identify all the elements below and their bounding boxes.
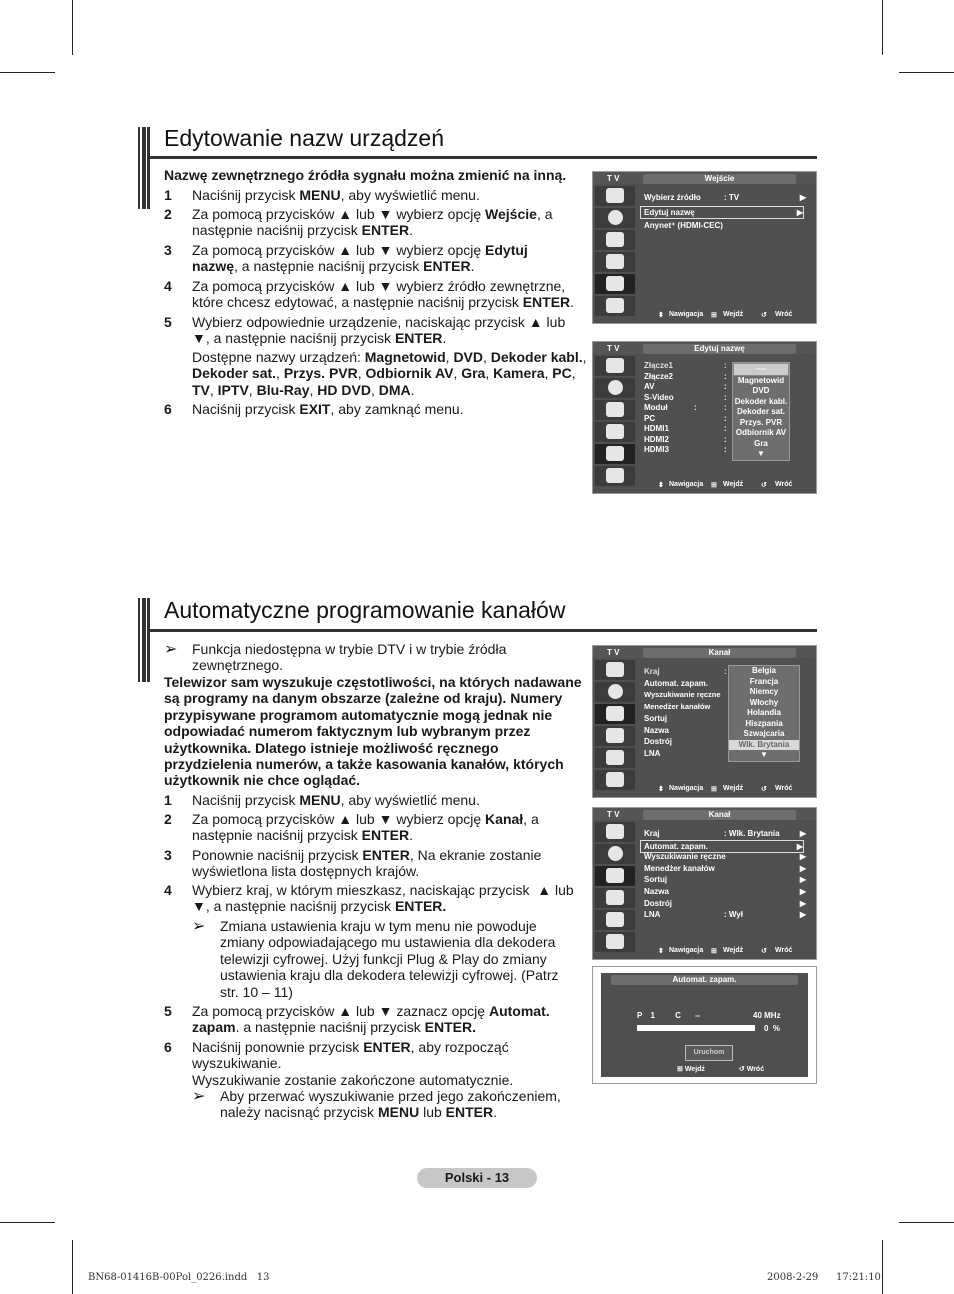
menu-item[interactable]: AV : (644, 382, 727, 391)
application-icon[interactable] (595, 296, 635, 316)
start-button[interactable]: Uruchom (685, 1045, 733, 1061)
step-text: Za pomocą przycisków ▲ lub ▼ wybierz opcję Kanał, a następnie naciśnij przycisk ENTER. (192, 811, 539, 844)
input-icon[interactable] (595, 910, 635, 930)
crop-mark (882, 0, 883, 55)
step-text: Naciśnij przycisk EXIT, aby zamknąć menu. (192, 401, 464, 417)
progress-bar (637, 1025, 755, 1031)
note-text: Aby przerwać wyszukiwanie przed jego zakończeniem, należy nacisnąć przycisk MENU lub ENTER. (220, 1088, 561, 1121)
crop-mark (0, 72, 55, 73)
menu-item[interactable]: Anynet⁺ (HDMI-CEC) (644, 221, 723, 230)
page-number-badge: Polski - 13 (417, 1168, 537, 1188)
step-text: Za pomocą przycisków ▲ lub ▼ wybierz opcję Edytuj nazwę, a następnie naciśnij przycisk ENTER. (192, 242, 528, 275)
menu-item[interactable]: Moduł : : (644, 403, 727, 412)
channel-icon[interactable] (595, 866, 635, 886)
enter-label: Wejdź (723, 481, 744, 488)
note-arrow-icon: ➢ (192, 918, 206, 935)
step-number: 1 (164, 187, 172, 203)
setup-icon[interactable] (595, 726, 635, 746)
enter-label: Wejdź (723, 785, 744, 792)
input-icon[interactable] (595, 274, 635, 294)
menu-item[interactable]: Złącze2 : (644, 371, 727, 381)
channel-value: -- (695, 1011, 701, 1020)
step-number: 3 (164, 847, 172, 863)
dropdown-option[interactable]: Francja (729, 677, 799, 688)
sound-icon[interactable] (595, 682, 635, 702)
dropdown-option[interactable]: Gra (733, 439, 789, 450)
step-text: Za pomocą przycisków ▲ lub ▼ zaznacz opcję Automat. zapam. a następnie naciśnij przycisk ENTER. (192, 1003, 550, 1036)
return-label: Wróć (775, 481, 793, 488)
crop-mark (899, 1222, 954, 1223)
note-text: Zmiana ustawienia kraju w tym menu nie powoduje zmiany odpowiadającego mu ustawienia dla dekodera telewizji cyfrowej. Użyj funkcji Plug & Play do zmiany ustawienia kraju dla dekodera telewizji cyfrowej. (Patrz str. 10 – 11) (220, 918, 559, 1000)
navigate-label: Nawigacja (669, 311, 704, 318)
menu-item[interactable]: Wybierz źródło : TV ▶ (644, 193, 806, 202)
navigate-icon: ⬍ (658, 786, 664, 793)
step-text: Naciśnij przycisk MENU, aby wyświetlić menu. (192, 187, 480, 203)
menu-item[interactable]: Kraj : Wlk. Brytania ▶ (644, 829, 806, 838)
enter-icon: ⊞ (711, 312, 717, 319)
enter-icon: ⊞ (711, 948, 717, 955)
tv-menu-auto-store (592, 966, 817, 1084)
frequency-value: 40 MHz (753, 1011, 781, 1020)
application-icon[interactable] (595, 770, 635, 790)
step-number: 4 (164, 882, 172, 898)
menu-item[interactable]: S-Video : (644, 392, 727, 402)
menu-item[interactable]: LNA : Wył ▶ (644, 910, 806, 920)
menu-title: Wejście (643, 174, 796, 184)
menu-title: Edytuj nazwę (643, 344, 796, 354)
program-value: 1 (650, 1011, 655, 1020)
sound-icon[interactable] (595, 208, 635, 228)
dropdown-option[interactable]: Włochy (729, 698, 799, 709)
step-number: 1 (164, 792, 172, 808)
menu-title: Kanał (643, 810, 796, 820)
menu-item[interactable]: Dostrój (644, 737, 672, 747)
auto-store-title: Automat. zapam. (611, 975, 798, 985)
menu-item[interactable]: HDMI3 : (644, 445, 727, 454)
step-text: Wybierz odpowiednie urządzenie, naciskając przycisk ▲ lub ▼, a następnie naciśnij przycisk ENTER. (192, 314, 566, 347)
dropdown-option[interactable]: ▼ (733, 449, 789, 460)
note-arrow-icon: ➢ (192, 1088, 206, 1105)
return-label: Wróć (775, 947, 793, 954)
note-arrow-icon: ➢ (164, 641, 178, 658)
step-number: 5 (164, 314, 172, 330)
return-label: Wróć (775, 785, 793, 792)
menu-item[interactable]: LNA (644, 748, 661, 758)
dropdown-option[interactable]: DVD (733, 386, 789, 397)
input-icon[interactable] (595, 444, 635, 464)
intro-paragraph: Telewizor sam wyszukuje częstotliwości, na których nadawane są programy na danym obszarze (zależne od kraju). Numery przypisywane programom automatycznie mogą jednak nie odpowiadać numerom faktycznym lub wybranym przez użytkownika. Dlatego istnieje możliwość ręcznego przydzielenia numerów, a także kasowania kanałów, których użytkownik nie chce oglądać. (164, 674, 582, 789)
section-title: Edytowanie nazw urządzeń (164, 125, 444, 151)
application-icon[interactable] (595, 466, 635, 486)
step-number: 4 (164, 278, 172, 294)
step-text: Dostępne nazwy urządzeń: Magnetowid, DVD, Dekoder kabl., Dekoder sat., Przys. PVR, Odbiornik AV, Gra, Kamera, PC, TV, IPTV, Blu-Ray, HD DVD, DMA. (192, 349, 587, 398)
dropdown-option[interactable]: Odbiornik AV (733, 428, 789, 439)
dropdown-option[interactable]: Hiszpania (729, 719, 799, 730)
menu-item[interactable]: Kraj : (644, 667, 727, 676)
step-text: Za pomocą przycisków ▲ lub ▼ wybierz opcję Wejście, a następnie naciśnij przycisk ENTER. (192, 206, 553, 239)
return-icon: ↺ (738, 1066, 745, 1073)
title-rule (150, 156, 817, 159)
menu-item[interactable]: Sortuj (644, 713, 668, 723)
picture-icon[interactable] (595, 356, 635, 376)
menu-item[interactable]: Menedżer kanałów (644, 702, 711, 712)
tv-label: T V (607, 810, 620, 819)
footer-file-info: BN68-01416B-00Pol_0226.indd 13 (88, 1272, 270, 1283)
dropdown-option[interactable]: Belgia (729, 666, 799, 677)
title-rule (150, 629, 817, 632)
dropdown-option[interactable]: ---- (733, 363, 789, 376)
step-number: 5 (164, 1003, 172, 1019)
sound-icon[interactable] (595, 378, 635, 398)
dropdown-option[interactable]: Holandia (729, 708, 799, 719)
step-number: 2 (164, 206, 172, 222)
section-title: Automatyczne programowanie kanałów (164, 597, 566, 623)
return-label: Wróć (775, 311, 793, 318)
menu-item[interactable]: PC : (644, 413, 727, 423)
tv-menu-channel (592, 807, 817, 960)
tv-menu-input (592, 171, 817, 324)
navigate-icon: ⬍ (658, 312, 664, 319)
channel-icon[interactable] (595, 704, 635, 724)
menu-item[interactable]: Nazwa ▶ (644, 887, 806, 896)
tv-label: T V (607, 344, 620, 353)
step-text: Za pomocą przycisków ▲ lub ▼ wybierz źródło zewnętrzne, które chcesz edytować, a następnie naciśnij przycisk ENTER. (192, 278, 575, 311)
return-icon: ↺ (761, 948, 767, 955)
return-icon: ↺ (761, 312, 767, 319)
footer-date: 2008-2-29 (767, 1272, 819, 1283)
step-number: 2 (164, 811, 172, 827)
crop-mark (882, 1240, 883, 1294)
picture-icon[interactable] (595, 660, 635, 680)
step-number: 3 (164, 242, 172, 258)
navigate-icon: ⬍ (658, 948, 664, 955)
menu-item[interactable]: Automat. zapam. ▶ (640, 840, 804, 853)
step-text: Naciśnij ponownie przycisk ENTER, aby rozpocząć wyszukiwanie. Wyszukiwanie zostanie zakończone automatycznie. (192, 1039, 514, 1088)
channel-label: C (675, 1011, 681, 1020)
setup-icon[interactable] (595, 422, 635, 442)
progress-percent: 0 % (764, 1024, 781, 1033)
sound-icon[interactable] (595, 844, 635, 864)
menu-item[interactable]: HDMI2 : (644, 434, 727, 444)
setup-icon[interactable] (595, 252, 635, 272)
dropdown-option[interactable]: Dekoder sat. (733, 407, 789, 418)
enter-icon: ⊞ (711, 482, 717, 489)
crop-mark (72, 1240, 73, 1294)
crop-mark (899, 72, 954, 73)
picture-icon[interactable] (595, 822, 635, 842)
channel-icon[interactable] (595, 230, 635, 250)
enter-label: Wejdź (723, 311, 744, 318)
menu-item[interactable]: Menedżer kanałów ▶ (644, 863, 806, 873)
dropdown-option[interactable]: ▼ (729, 750, 799, 761)
menu-item[interactable]: HDMI1 : (644, 424, 727, 433)
menu-item[interactable]: Sortuj ▶ (644, 875, 806, 885)
menu-item[interactable]: Złącze1 : (644, 361, 727, 370)
note-text: Funkcja niedostępna w trybie DTV i w trybie źródła zewnętrznego. (192, 641, 507, 674)
dropdown-option[interactable]: Wlk. Brytania (729, 740, 799, 751)
step-text: Wybierz kraj, w którym mieszkasz, naciskając przycisk ▲ lub ▼, a następnie naciśnij przycisk ENTER. (192, 882, 574, 915)
step-text: Naciśnij przycisk MENU, aby wyświetlić menu. (192, 792, 480, 808)
dropdown-option[interactable]: Przys. PVR (733, 418, 789, 429)
setup-icon[interactable] (595, 888, 635, 908)
dropdown-option[interactable]: Magnetowid (733, 376, 789, 387)
menu-item[interactable]: Edytuj nazwę ▶ (640, 206, 804, 219)
tv-label: T V (607, 648, 620, 657)
enter-icon: ⊞ (711, 786, 717, 793)
navigate-label: Nawigacja (669, 481, 704, 488)
enter-label: Wejdź (684, 1066, 705, 1073)
input-icon[interactable] (595, 748, 635, 768)
navigate-label: Nawigacja (669, 785, 704, 792)
application-icon[interactable] (595, 932, 635, 952)
dropdown-option[interactable]: Dekoder kabl. (734, 396, 788, 406)
tv-label: T V (607, 174, 620, 183)
program-label: P (637, 1011, 643, 1020)
menu-item[interactable]: Wyszukiwanie ręczne (644, 690, 721, 700)
enter-icon: ⊞ (677, 1066, 683, 1073)
title-bar-decoration (138, 598, 150, 682)
navigate-label: Nawigacja (669, 947, 704, 954)
crop-mark (0, 1222, 55, 1223)
menu-title: Kanał (643, 648, 796, 658)
step-text: Ponownie naciśnij przycisk ENTER, Na ekranie zostanie wyświetlona lista dostępnych krajów. (192, 847, 542, 880)
dropdown-list[interactable] (732, 362, 790, 461)
menu-item[interactable]: Nazwa (644, 725, 669, 735)
dropdown-option[interactable]: Niemcy (729, 687, 799, 698)
return-icon: ↺ (761, 786, 767, 793)
footer-time: 17:21:10 (836, 1272, 881, 1283)
return-icon: ↺ (761, 482, 767, 489)
title-bar-decoration (138, 127, 150, 209)
crop-mark (72, 0, 73, 55)
picture-icon[interactable] (595, 186, 635, 206)
channel-icon[interactable] (595, 400, 635, 420)
menu-item[interactable]: Wyszukiwanie ręczne ▶ (644, 852, 806, 862)
navigate-icon: ⬍ (658, 482, 664, 489)
section-intro: Nazwę zewnętrznego źródła sygnału można zmienić na inną. (164, 167, 567, 183)
step-number: 6 (164, 1039, 172, 1055)
dropdown-list[interactable] (728, 665, 800, 762)
dropdown-option[interactable]: Szwajcaria (729, 729, 799, 740)
tv-menu-channel-country (592, 645, 817, 798)
tv-menu-edit-name (592, 341, 817, 494)
menu-item[interactable]: Automat. zapam. (644, 678, 709, 688)
enter-label: Wejdź (723, 947, 744, 954)
menu-item[interactable]: Dostrój ▶ (644, 898, 806, 908)
step-number: 6 (164, 401, 172, 417)
return-label: Wróć (746, 1066, 765, 1073)
